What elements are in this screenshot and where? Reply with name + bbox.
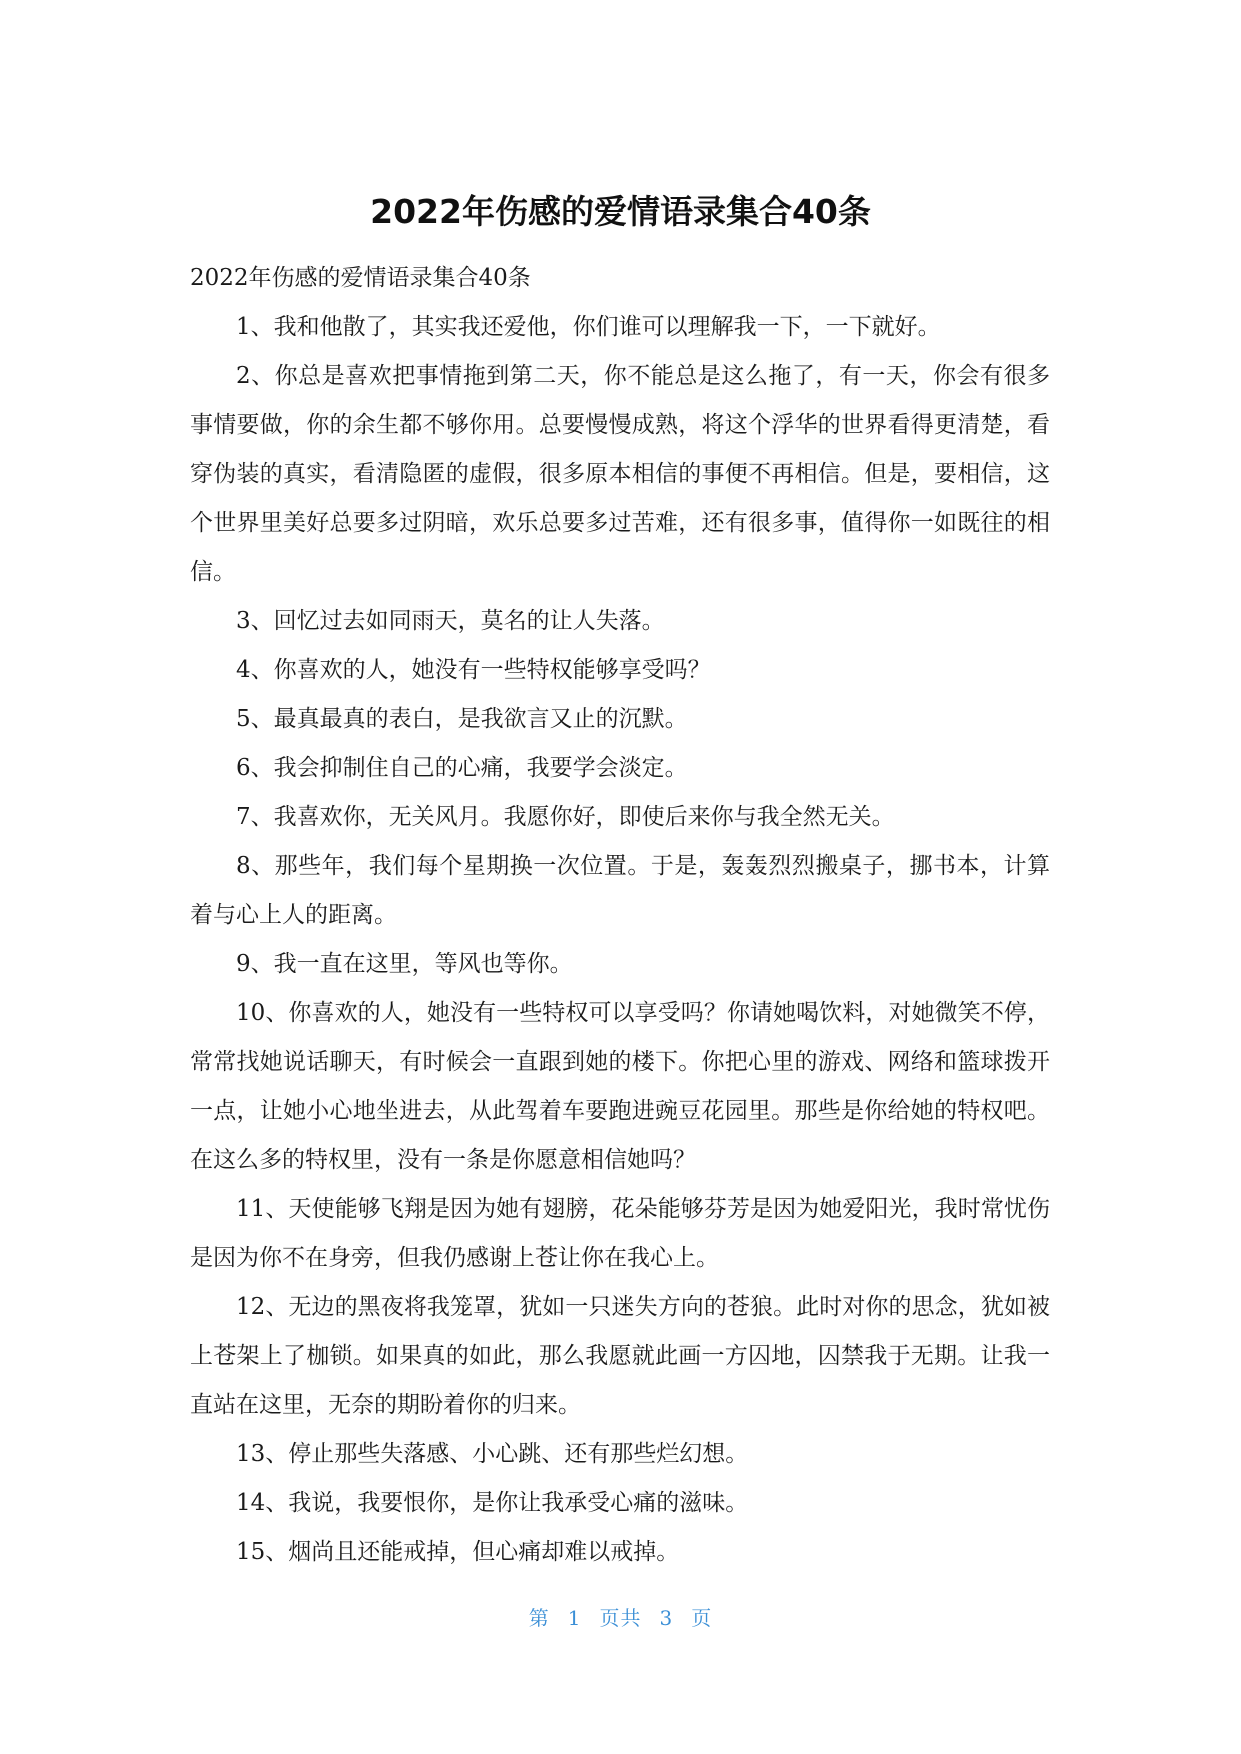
current-page-number: 1 <box>567 1606 582 1630</box>
page-number-footer <box>0 1604 1241 1632</box>
document-body <box>190 254 1050 1577</box>
quote-paragraph: 2、你总是喜欢把事情拖到第二天，你不能总是这么拖了，有一天，你会有很多事情要做，你的余生都不够你用。总要慢慢成熟，将这个浮华的世界看得更清楚，看穿伪装的真实，看清隐匿的虚假，很多原本相信的事便不再相信。但是，要相信，这个世界里美好总要多过阴暗，欢乐总要多过苦难，还有很多事，值得你一如既往的相信。 <box>190 363 1050 585</box>
quote-paragraph: 11、天使能够飞翔是因为她有翅膀，花朵能够芬芳是因为她爱阳光，我时常忧伤是因为你不在身旁，但我仍感谢上苍让你在我心上。 <box>190 1196 1050 1271</box>
quote-paragraph: 3、回忆过去如同雨天，莫名的让人失落。 <box>236 608 665 634</box>
quote-paragraph: 13、停止那些失落感、小心跳、还有那些烂幻想。 <box>236 1441 749 1467</box>
quote-paragraph: 6、我会抑制住自己的心痛，我要学会淡定。 <box>236 755 688 781</box>
quote-paragraph: 4、你喜欢的人，她没有一些特权能够享受吗？ <box>236 657 711 683</box>
page-label-prefix: 第 <box>528 1606 550 1630</box>
quote-paragraph: 12、无边的黑夜将我笼罩，犹如一只迷失方向的苍狼。此时对你的思念，犹如被上苍架上了枷锁。如果真的如此，那么我愿就此画一方囚地，囚禁我于无期。让我一直站在这里，无奈的期盼着你的归来。 <box>190 1294 1050 1418</box>
quote-paragraph: 9、我一直在这里，等风也等你。 <box>236 951 573 977</box>
quote-paragraph: 10、你喜欢的人，她没有一些特权可以享受吗？你请她喝饮料，对她微笑不停，常常找她说话聊天，有时候会一直跟到她的楼下。你把心里的游戏、网络和篮球拨开一点，让她小心地坐进去，从此驾着车要跑进豌豆花园里。那些是你给她的特权吧。在这么多的特权里，没有一条是你愿意相信她吗？ <box>190 1000 1050 1173</box>
quote-paragraph: 8、那些年，我们每个星期换一次位置。于是，轰轰烈烈搬桌子，挪书本，计算着与心上人的距离。 <box>190 853 1050 928</box>
document-subtitle: 2022年伤感的爱情语录集合40条 <box>190 265 531 291</box>
page-label-mid: 页共 <box>599 1606 642 1630</box>
document-title: 2022年伤感的爱情语录集合40条 <box>370 192 871 231</box>
quote-paragraph: 5、最真最真的表白，是我欲言又止的沉默。 <box>236 706 688 732</box>
quote-paragraph: 15、烟尚且还能戒掉，但心痛却难以戒掉。 <box>236 1539 680 1565</box>
quote-paragraph: 7、我喜欢你，无关风月。我愿你好，即使后来你与我全然无关。 <box>236 804 895 830</box>
quote-paragraph: 14、我说，我要恨你，是你让我承受心痛的滋味。 <box>236 1490 749 1516</box>
quote-paragraph: 1、我和他散了，其实我还爱他，你们谁可以理解我一下，一下就好。 <box>236 314 941 340</box>
total-pages-number: 3 <box>659 1606 674 1630</box>
page-label-suffix: 页 <box>691 1606 713 1630</box>
